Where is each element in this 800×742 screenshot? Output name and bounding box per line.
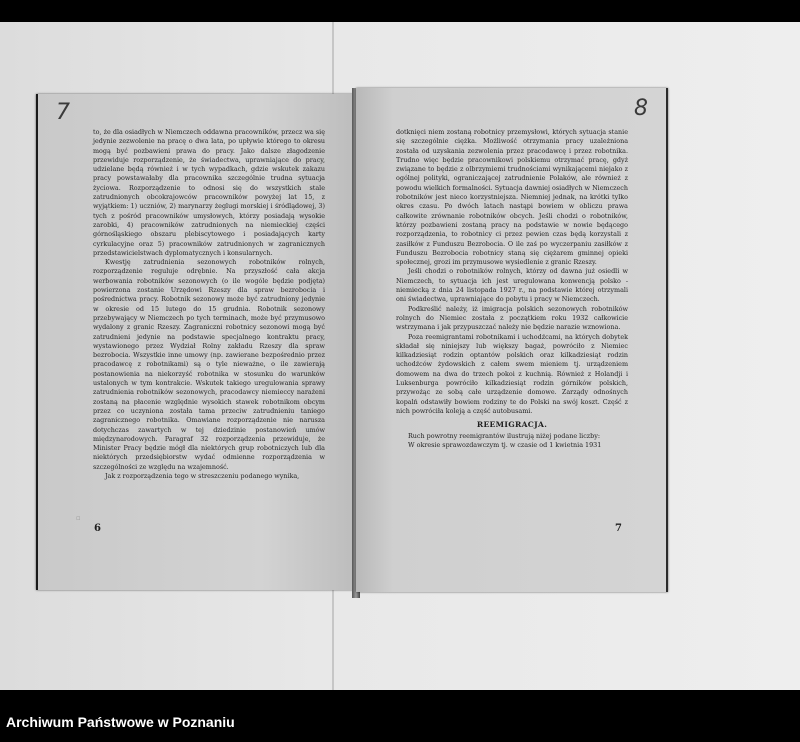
- right-paragraph-1: dotknięci niem zostaną robotnicy przemysłowi, których sytuacja stanie się szczególnie ciężka. Możliwość otrzymania pracy uzależniona została od uzyskania zezwolenia przez pracodawcę i przez robotnika. Trudno więc będzie pracownikowi polskiemu otrzymać pracę, gdyż związane to będzie z olbrzymiemi trudnościami wynikającemi niejako z ogólnej polityki, ograniczającej zatrudnienie Polaków, ale również z powodu wielkich formalności. Sytuacja dawniej osiadłych w Niemczech robotników jest nieco korzystniejsza. Niemniej jednak, na krótki tylko okres czasu. Po dwóch latach nastąpi bowiem w obliczu prawa całkowite zrównanie robotników obcych. Jeśli chodzi o robotników, którzy pozbawieni zostaną pracy na podstawie w nowie będącego rozporządzenia, to robotnicy ci przez pewien czas będą korzystali z zasiłków z Funduszu Bezrobocia. O ile zaś po wyczerpaniu zasiłków z Funduszu Bezrobocia robotnicy staną się ciężarem gminnej opieki społecznej, grozi im przymusowe wysiedlenie z granic Rzeszy.: [396, 128, 628, 267]
- right-page-text: [396, 128, 628, 450]
- right-page: [356, 88, 668, 592]
- left-page: [36, 94, 358, 590]
- page-stain: ▫: [76, 514, 81, 522]
- archive-name: Archiwum Państwowe w Poznaniu: [6, 714, 235, 730]
- right-paragraph-3: Podkreślić należy, iż imigracja polskich sezonowych robotników rolnych do Niemiec została z początkiem roku 1932 całkowicie wstrzymana i jak przypuszczać należy nie będzie narazie wznowiona.: [396, 304, 628, 332]
- left-paragraph-3: Jak z rozporządzenia tego w streszczeniu podanego wynika,: [105, 471, 300, 480]
- left-page-folio: 6: [94, 523, 101, 534]
- right-paragraph-4: Poza reemigrantami robotnikami i uchodźcami, na których dobytek składał się niniejszy lub większy bagaż, powróciło z Niemiec kilkadziesiąt rodzin optantów polskich oraz kilkadziesiąt rodzin uchodźców żydowskich z całem swem mieniem tj. urządzeniem domowem na dwa do trzech pokoi z kuchnią. Również z Holandji i Luksenburga powróciło kilkadziesiąt rodzin górników polskich, przywożąc ze sobą całe urządzenie domowe. Zarządy odnośnych kopalń odstawiły bowiem rodziny te do Polski na swój koszt. Część z nich powróciła koleją a część autobusami.: [396, 332, 628, 415]
- right-page-folio: 7: [615, 523, 622, 534]
- left-paragraph-2: Kwestję zatrudnienia sezonowych robotników rolnych, rozporządzenie reguluje odrębnie. Na przyszłość cała akcja werbowania robotników sezonowych (o ile wogóle będzie podjęta) powierzona zostanie Urzędowi Rzeszy dla spraw bezrobocia i pośrednictwa pracy. Robotnik sezonowy może być zatrudniony jedynie w okresie od 15 lutego do 15 grudnia. Robotnik sezonowy przebywający w Niemczech po tych terminach, może być przymusowo wydalony z granic Rzeszy. Zagraniczni robotnicy sezonowi mogą być zatrudnieni jedynie na podstawie specjalnego kontraktu pracy, wystawionego przez Wydział Rolny zakładu Rzeszy dla spraw bezrobocia. Wszystkie inne umowy (np. zawierane bezpośrednio przez pracodawcę z robotnikami) są o tyle nieważne, o ile zawierają postanowienia na niekorzyść robotnika w stosunku do warunków ustalonych w tym kontrakcie. Wskutek takiego uregulowania sprawy zatrudnienia robotników sezonowych, pracodawcy niemieccy narażeni zostaną na płacenie względnie wysokich stawek robotnikom obcym przez co uczyniona została tama przeciw zatrudnieniu taniego zagranicznego robotnika. Omawiane rozporządzenie nie narusza dotychczas zawartych w tej dziedzinie postanowień umów międzynarodowych. Paragraf 32 rozporządzenia przewiduje, że Minister Pracy będzie mógł dla niektórych grup robotniczych lub dla niektórych przedsiębiorstw wydać odmienne rozporządzenia w szczególności ze względu na wzajemność.: [93, 258, 325, 471]
- right-after-heading-2: W okresie sprawozdawczym tj. w czasie od 1 kwietnia 1931: [408, 440, 602, 449]
- right-paragraph-2: Jeśli chodzi o robotników rolnych, którzy od dawna już osiedli w Niemczech, to sytuacja ich jest uregulowana konwencją polsko - niemiecką z dnia 24 listopada 1927 r., na podstawie której otrzymali oni świadectwa, uprawniające do pobytu i pracy w Niemczech.: [396, 267, 628, 304]
- section-heading: REEMIGRACJA.: [476, 420, 548, 430]
- right-after-heading-1: Ruch powrotny reemigrantów ilustrują niżej podane liczby:: [408, 431, 601, 440]
- left-paragraph-1: to, że dla osiadłych w Niemczech oddawna pracowników, przecz wa się jedynie zezwolenie na pracę o dwa lata, po upływie którego to okresu mogą być pozbawieni prawa do pracy. Jako dalsze złagodzenie przewiduje rozporządzenie, że świadectwa, uprawniające do pracy, udzielane będą również i w tych wypadkach, gdzie wskutek zakazu pracy powstawałaby dla pracownika szczególnie trudna sytuacja życiowa. Rozporządzenie to odnosi się do wszystkich stale zatrudnionych obcokrajowców pracowników powyżej lat 15, z wyjątkiem: 1) uczniów, 2) marynarzy żeglugi morskiej i śródlądowej, 3) tych z pośród pracowników umysłowych, którzy posiadają wysokie zarobki, 4) pracowników zatrudnionych na niemieckiej części górnośląskiego obszaru plebiscytowego i posiadających karty cyrkulacyjne oraz 5) pracowników zatrudnionych w zagranicznych przedstawicielstwach dyplomatycznych i konsularnych.: [93, 128, 325, 257]
- handwritten-page-number-left: 7: [56, 100, 70, 125]
- left-page-text: [93, 128, 325, 481]
- archive-caption-bar: [0, 700, 800, 742]
- handwritten-page-number-right: 8: [634, 96, 648, 121]
